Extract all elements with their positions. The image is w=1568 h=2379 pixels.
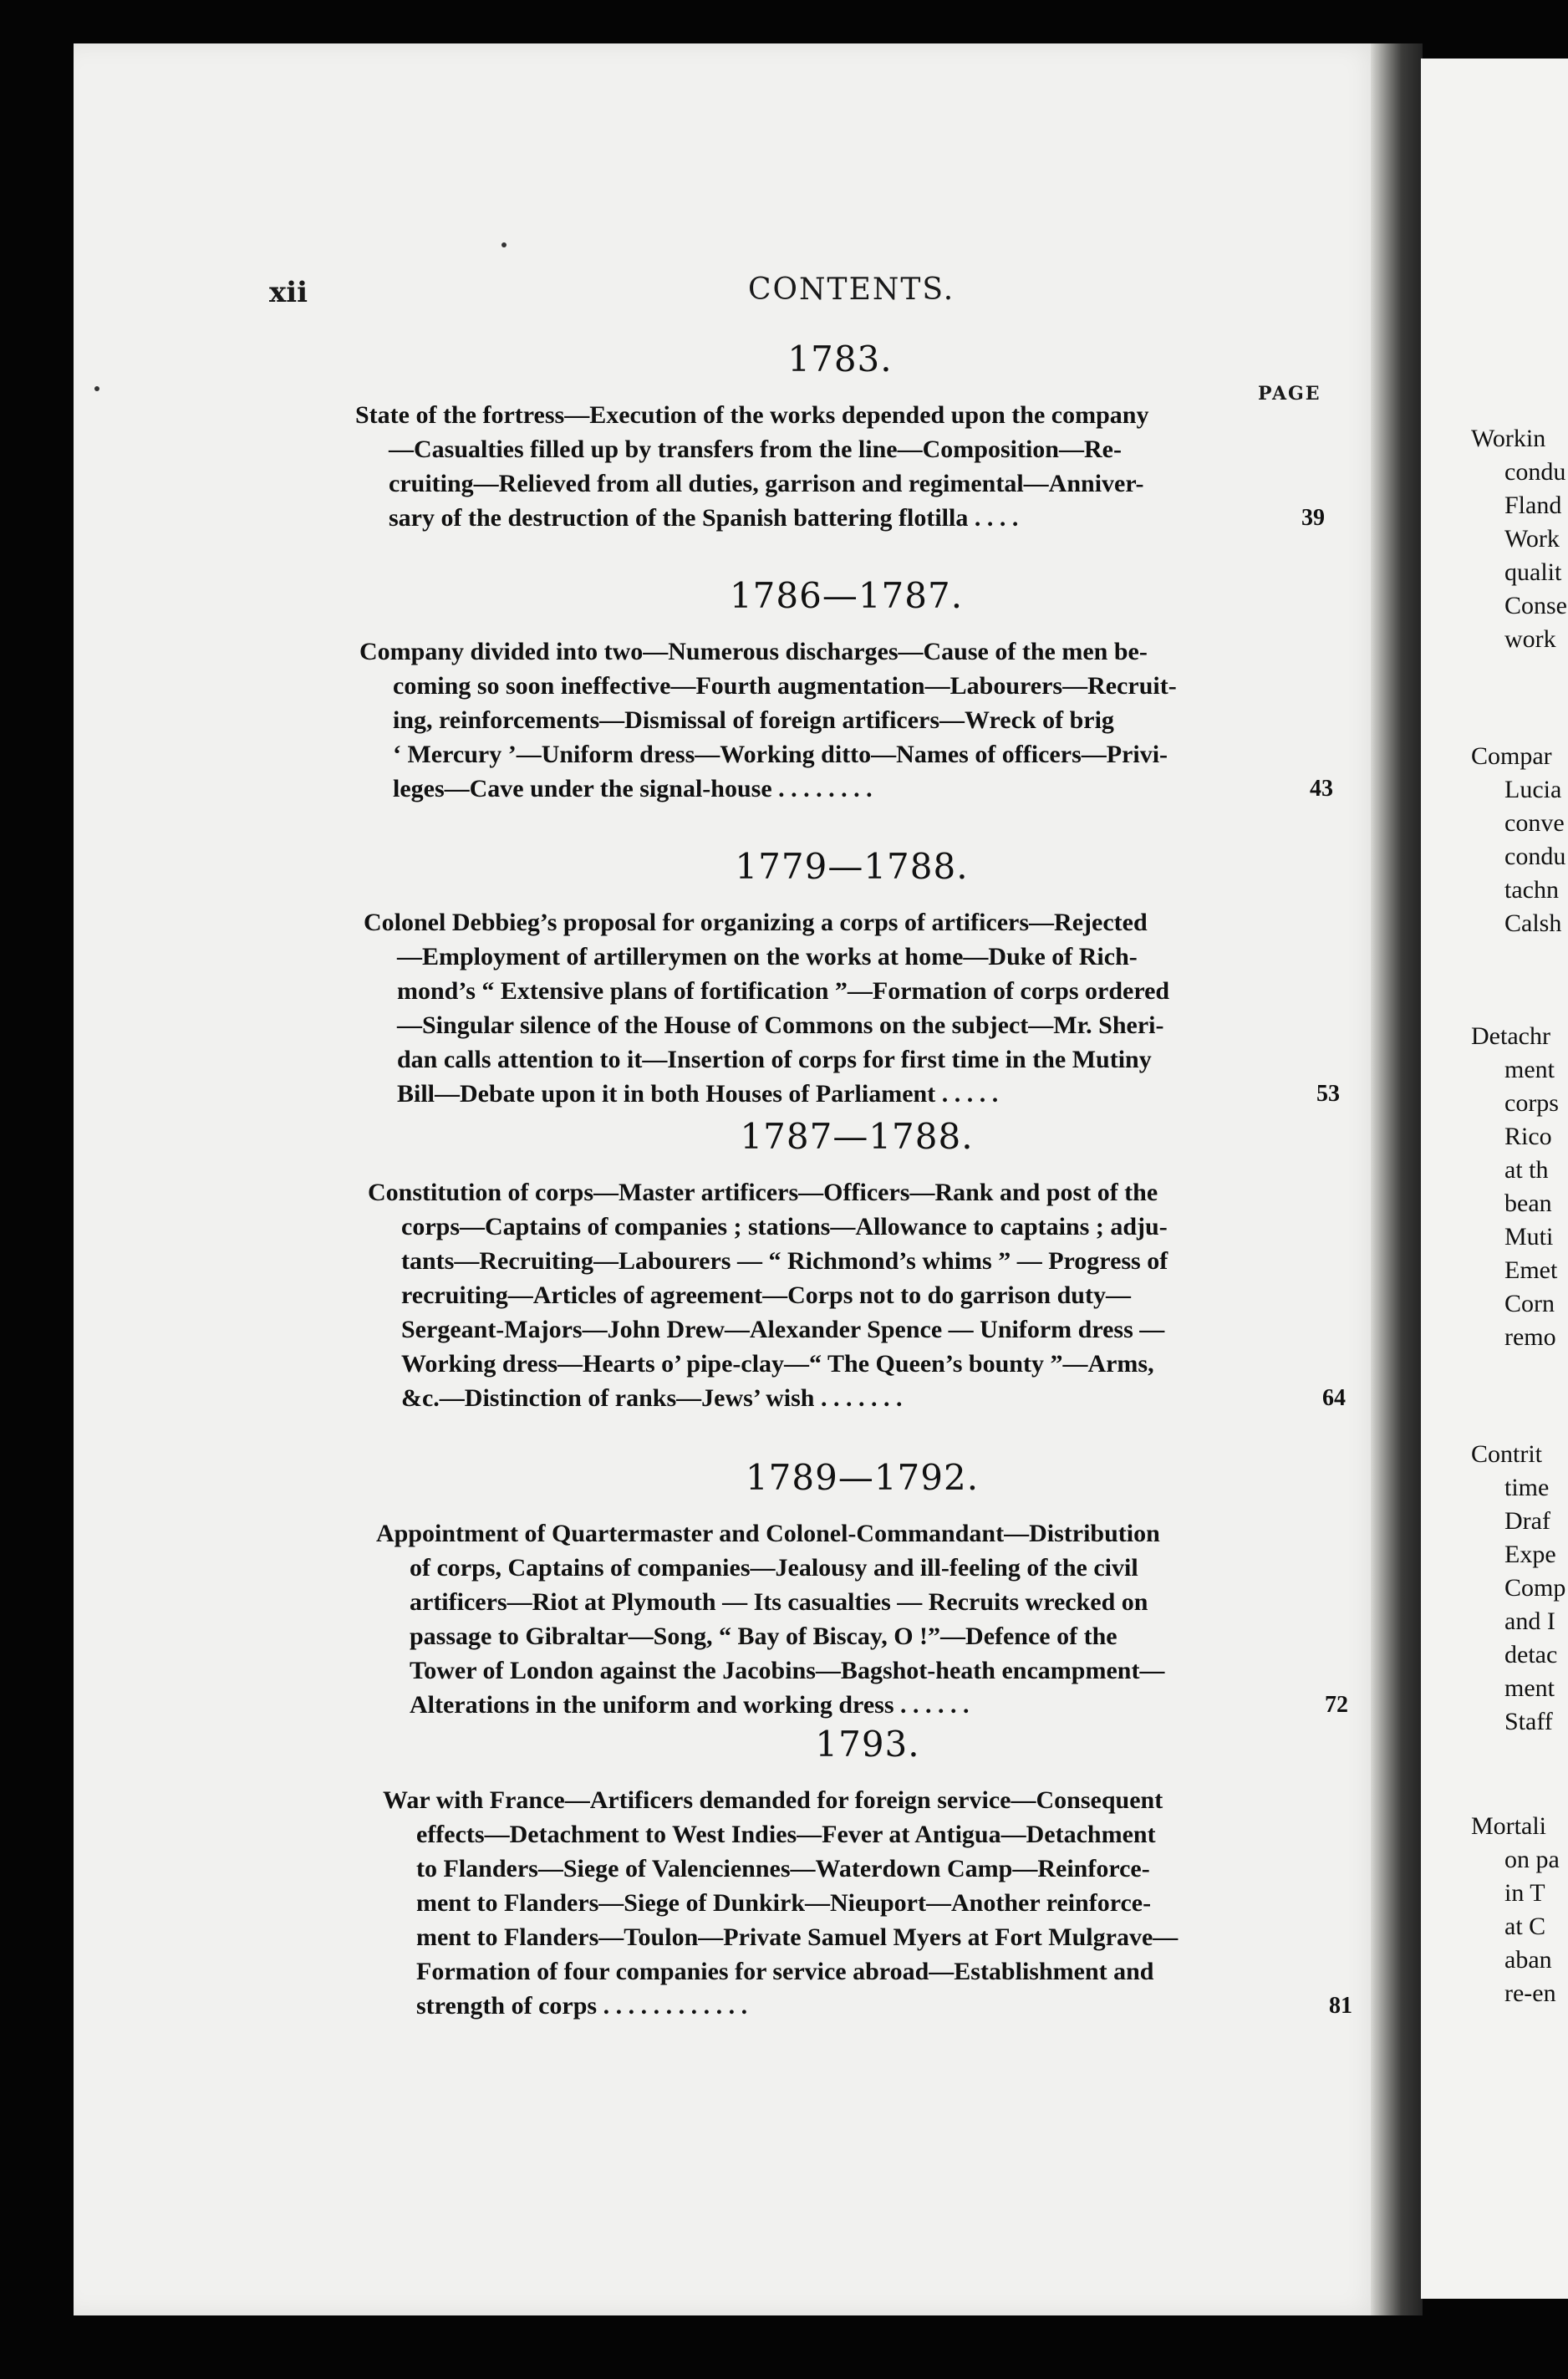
right-page-line: Calsh (1504, 909, 1562, 937)
entry-summary-line: to Flanders—Siege of Valenciennes—Waterdown Camp—Reinforce- (416, 1855, 1150, 1882)
entry-summary-line: cruiting—Relieved from all duties, garrison and regimental—Anniver- (389, 470, 1144, 497)
entry-summary-line: —Employment of artillerymen on the works at home—Duke of Rich- (397, 943, 1138, 970)
entry-page-number: 72 (1325, 1692, 1348, 1718)
entry-summary (355, 398, 1325, 535)
entry-summary-line: ment to Flanders—Siege of Dunkirk—Nieuport—Another reinforce- (416, 1889, 1152, 1917)
entry-summary-line: Company divided into two—Numerous discharges—Cause of the men be- (359, 638, 1148, 665)
right-page-line: Detachr (1471, 1022, 1550, 1050)
right-page-line: detac (1504, 1641, 1558, 1668)
entry-summary-line: Constitution of corps—Master artificers—Officers—Rank and post of the (368, 1179, 1158, 1206)
right-page-line: Lucia (1504, 776, 1562, 803)
entry-page-number: 43 (1310, 776, 1333, 802)
entry-summary (364, 905, 1340, 1111)
contents-entry (364, 846, 1340, 1111)
right-page-entry-fragment (1471, 1810, 1560, 2010)
right-page-line: ment (1504, 1056, 1555, 1083)
entry-summary-line: Alterations in the uniform and working dress . . . . . . (410, 1691, 970, 1719)
right-page-line: Mortali (1471, 1812, 1546, 1840)
running-head (0, 266, 1568, 316)
entry-summary-line: Appointment of Quartermaster and Colonel-Commandant—Distribution (376, 1520, 1160, 1547)
entry-page-number: 39 (1301, 505, 1325, 531)
entry-summary-line: passage to Gibraltar—Song, “ Bay of Biscay, O !”—Defence of the (410, 1623, 1117, 1650)
ink-speck (94, 386, 99, 391)
right-page-line: Comp (1504, 1574, 1566, 1602)
right-page-line: Workin (1471, 425, 1546, 452)
right-page-line: ment (1504, 1674, 1555, 1702)
entry-year-heading: 1779—1788. (735, 846, 969, 887)
right-page-entry-fragment (1471, 422, 1567, 656)
entry-summary-line: ment to Flanders—Toulon—Private Samuel Myers at Fort Mulgrave— (416, 1923, 1179, 1951)
right-page-entry-fragment (1471, 1020, 1559, 1354)
entry-summary-line: tants—Recruiting—Labourers — “ Richmond’s whims ” — Progress of (401, 1247, 1168, 1275)
right-page-line: Compar (1471, 742, 1552, 770)
entry-summary-line: coming so soon ineffective—Fourth augmentation—Labourers—Recruit- (393, 672, 1177, 700)
entry-summary-line: effects—Detachment to West Indies—Fever at Antigua—Detachment (416, 1821, 1156, 1848)
right-page-line: time (1504, 1474, 1550, 1501)
entry-summary-line: of corps, Captains of companies—Jealousy and ill-feeling of the civil (410, 1554, 1138, 1582)
entry-summary-line: ing, reinforcements—Dismissal of foreign artificers—Wreck of brig (393, 706, 1114, 734)
right-page-line: and I (1504, 1607, 1555, 1635)
contents-entry (355, 339, 1325, 535)
contents-entry (383, 1724, 1352, 2023)
right-page-line: Expe (1504, 1541, 1556, 1568)
right-page-line: on pa (1504, 1846, 1560, 1873)
right-page-line: tachn (1504, 876, 1559, 904)
entry-summary-line: Tower of London against the Jacobins—Bagshot-heath encampment— (410, 1657, 1165, 1684)
entry-summary-line: Formation of four companies for service abroad—Establishment and (416, 1958, 1154, 1985)
entry-summary-line: corps—Captains of companies ; stations—Allowance to captains ; adju- (401, 1213, 1168, 1240)
entry-summary (368, 1175, 1346, 1415)
right-page-line: Corn (1504, 1290, 1555, 1317)
entry-year-heading: 1789—1792. (745, 1457, 980, 1498)
right-page-line: bean (1504, 1190, 1552, 1217)
book-gutter (1371, 43, 1423, 2315)
right-page-line: condu (1504, 843, 1566, 870)
right-page-line: aban (1504, 1946, 1552, 1974)
page-folio: xii (269, 276, 308, 309)
entry-summary (383, 1783, 1352, 2023)
entry-summary-line: &c.—Distinction of ranks—Jews’ wish . . . . . . . (401, 1384, 903, 1412)
entry-year-heading: 1793. (815, 1724, 920, 1765)
entry-page-number: 64 (1322, 1385, 1346, 1411)
entry-summary-line: State of the fortress—Execution of the works depended upon the company (355, 401, 1149, 429)
right-page-entry-fragment (1471, 740, 1565, 940)
right-page-line: Emet (1504, 1256, 1558, 1284)
page-title: CONTENTS. (748, 273, 955, 307)
right-page-entry-fragment (1471, 1438, 1565, 1739)
entry-summary-line: ‘ Mercury ’—Uniform dress—Working ditto—Names of officers—Privi- (393, 741, 1168, 768)
entry-summary (376, 1516, 1348, 1722)
contents-entry (376, 1457, 1348, 1722)
entry-summary-line: Colonel Debbieg’s proposal for organizing a corps of artificers—Rejected (364, 909, 1148, 936)
right-page-line: Fland (1504, 492, 1562, 519)
right-page-line: qualit (1504, 558, 1562, 586)
page-column-label: PAGE (1258, 383, 1321, 405)
entry-year-heading: 1783. (787, 339, 893, 380)
entry-summary-line: sary of the destruction of the Spanish battering flotilla . . . . (389, 504, 1019, 532)
entry-year-heading: 1787—1788. (740, 1116, 974, 1157)
entry-summary-line: artificers—Riot at Plymouth — Its casualties — Recruits wrecked on (410, 1588, 1148, 1616)
entry-summary-line: leges—Cave under the signal-house . . . . . . . . (393, 775, 873, 802)
right-page-line: Draf (1504, 1507, 1550, 1535)
entry-summary-line: Sergeant-Majors—John Drew—Alexander Spence — Uniform dress — (401, 1316, 1165, 1343)
right-page-line: work (1504, 625, 1556, 653)
right-page-line: Rico (1504, 1123, 1552, 1150)
entry-year-heading: 1786—1787. (729, 575, 964, 616)
right-page-line: Contrit (1471, 1440, 1543, 1468)
right-page-line: Work (1504, 525, 1560, 553)
right-page-line: Staff (1504, 1708, 1553, 1735)
right-page-line: condu (1504, 458, 1566, 486)
entry-summary (359, 634, 1333, 806)
entry-summary-line: War with France—Artificers demanded for foreign service—Consequent (383, 1786, 1163, 1814)
ink-speck (501, 242, 507, 247)
right-page-line: Muti (1504, 1223, 1554, 1251)
contents-entry (359, 575, 1333, 806)
right-page-line: corps (1504, 1089, 1559, 1117)
entry-summary-line: recruiting—Articles of agreement—Corps not to do garrison duty— (401, 1281, 1131, 1309)
right-page-line: Conse (1504, 592, 1567, 619)
entry-page-number: 81 (1329, 1993, 1352, 2019)
entry-summary-line: mond’s “ Extensive plans of fortification ”—Formation of corps ordered (397, 977, 1170, 1005)
right-page-line: conve (1504, 809, 1565, 837)
right-page-line: remo (1504, 1323, 1556, 1351)
entry-summary-line: —Singular silence of the House of Commons on the subject—Mr. Sheri- (397, 1011, 1164, 1039)
right-page-line: at th (1504, 1156, 1549, 1184)
entry-summary-line: —Casualties filled up by transfers from the line—Composition—Re- (389, 436, 1122, 463)
right-page-line: re-en (1504, 1979, 1556, 2007)
right-page-line: at C (1504, 1913, 1546, 1940)
entry-summary-line: strength of corps . . . . . . . . . . . . (416, 1992, 748, 2020)
entry-summary-line: Working dress—Hearts o’ pipe-clay—“ The Queen’s bounty ”—Arms, (401, 1350, 1154, 1378)
entry-summary-line: Bill—Debate upon it in both Houses of Parliament . . . . . (397, 1080, 999, 1108)
right-page-line: in T (1504, 1879, 1545, 1907)
contents-entry (368, 1116, 1346, 1415)
entry-page-number: 53 (1316, 1081, 1340, 1107)
entry-summary-line: dan calls attention to it—Insertion of corps for first time in the Mutiny (397, 1046, 1152, 1073)
